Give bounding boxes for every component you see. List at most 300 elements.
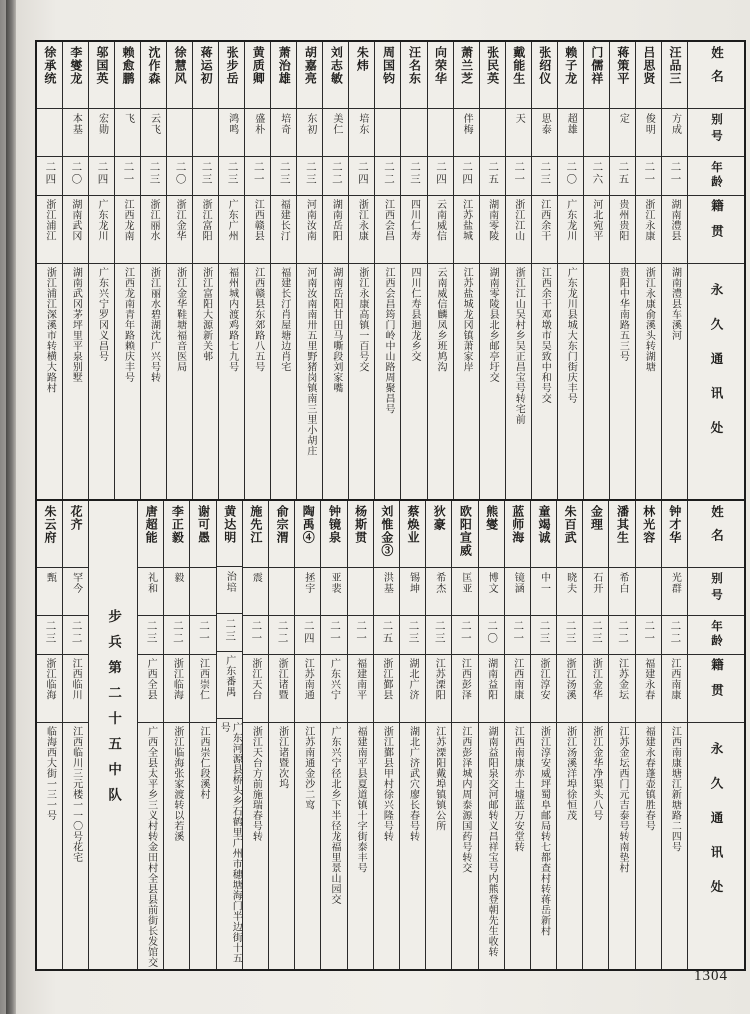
- roster-column: [400, 42, 426, 499]
- entry-address-text: 浙江淳安威坪蜀阜邮局转七都查村转蒋岳新村: [538, 726, 550, 936]
- entry-alias-text: 镜涵: [512, 572, 524, 594]
- entry-address: [662, 723, 687, 969]
- entry-name-text: 徐慧风: [173, 46, 188, 85]
- entry-native: [426, 655, 451, 723]
- entry-native-text: 浙江鄞县: [380, 658, 392, 700]
- entry-name: [193, 42, 218, 109]
- entry-alias-text: 定: [617, 113, 629, 124]
- entry-address-text: 浙江金华净渠头八号: [590, 726, 602, 821]
- entry-address-text: 广东河源县桥头乡石鹤里广州市穗塘海门半边街十五号: [218, 722, 242, 964]
- entry-name: [505, 501, 530, 568]
- entry-name: [269, 501, 294, 568]
- header-name-text: 姓名: [709, 46, 724, 93]
- entry-native: [217, 652, 242, 719]
- roster-column: [322, 42, 348, 499]
- entry-alias: [295, 568, 320, 616]
- entry-native: [37, 655, 62, 723]
- entry-native: [269, 655, 294, 723]
- entry-name-text: 赖子龙: [563, 46, 578, 85]
- header-column-bottom: [687, 501, 744, 969]
- entry-address: [167, 264, 192, 499]
- entry-age-text: 二三: [433, 620, 445, 645]
- entry-alias: [349, 109, 374, 157]
- header-address-text: 永久通讯处: [709, 742, 723, 915]
- entry-native: [662, 655, 687, 723]
- entry-alias-text: 培奇: [278, 113, 290, 135]
- entry-name: [401, 42, 426, 109]
- entry-address: [243, 723, 268, 969]
- entry-name: [37, 42, 62, 109]
- entry-native-text: 云南威信: [434, 199, 446, 241]
- entry-name-text: 朱炜: [355, 46, 370, 72]
- roster-column: [582, 501, 608, 969]
- entry-native-text: 广西全县: [145, 658, 157, 700]
- page-number: 1304: [694, 968, 728, 984]
- entry-address-text: 浙江诸暨次坞: [276, 726, 288, 789]
- entry-address: [610, 264, 635, 499]
- roster-column: [192, 42, 218, 499]
- entry-alias: [63, 109, 88, 157]
- entry-native: [243, 655, 268, 723]
- entry-name: [63, 42, 88, 109]
- entry-age: [295, 616, 320, 655]
- entry-age: [428, 157, 453, 196]
- roster-column: [163, 501, 189, 969]
- roster-column: [425, 501, 451, 969]
- entry-name-text: 金理: [589, 505, 604, 531]
- entry-native-text: 湖南岳阳: [330, 199, 342, 241]
- entry-alias: [374, 568, 399, 616]
- entry-alias: [217, 567, 242, 614]
- entry-native: [400, 655, 425, 723]
- entry-native-text: 浙江淳安: [537, 658, 549, 700]
- entry-age: [37, 157, 62, 196]
- entry-native: [141, 196, 166, 264]
- roster-column: [635, 42, 661, 499]
- entry-name: [217, 501, 242, 567]
- entry-name: [321, 501, 346, 568]
- entry-age: [506, 157, 531, 196]
- unit-label: 步兵第二十五中队: [106, 609, 122, 813]
- entry-alias-text: 罕今: [70, 572, 82, 594]
- entry-native: [349, 196, 374, 264]
- header-alias: [688, 568, 744, 616]
- entry-alias: [479, 568, 504, 616]
- entry-native-text: 江苏溧阳: [433, 658, 445, 700]
- entry-native: [584, 196, 609, 264]
- entry-name: [583, 501, 608, 568]
- roster-column: [453, 42, 479, 499]
- entry-native-text: 湖南零陵: [486, 199, 498, 241]
- roster-column: [320, 501, 346, 969]
- entry-alias: [454, 109, 479, 157]
- entry-address-text: 浙江永康俞溪头转湖塘: [643, 267, 655, 372]
- entry-alias: [662, 109, 687, 157]
- entry-age: [375, 157, 400, 196]
- entry-native: [193, 196, 218, 264]
- entry-age-text: 二四: [96, 161, 108, 186]
- entry-age: [557, 616, 582, 655]
- entry-age: [349, 157, 374, 196]
- entry-name-text: 黄质卿: [251, 46, 266, 85]
- roster-column: [531, 42, 557, 499]
- entry-address: [532, 264, 557, 499]
- entry-name-text: 钟才华: [667, 505, 682, 544]
- entry-age: [609, 616, 634, 655]
- entry-address-text: 湖南益阳泉交河邮转义昌祥宝号内熊登朝先生收转: [486, 726, 498, 957]
- entry-alias: [141, 109, 166, 157]
- entry-name-text: 赖愈鹏: [120, 46, 135, 85]
- entry-address: [426, 723, 451, 969]
- entry-name-text: 周国钧: [381, 46, 396, 85]
- header-address: [688, 723, 744, 969]
- entry-age-text: 二四: [435, 161, 447, 186]
- entry-name: [557, 501, 582, 568]
- entry-address: [557, 723, 582, 969]
- entry-age: [531, 616, 556, 655]
- entry-name: [115, 42, 140, 109]
- entry-age: [636, 616, 661, 655]
- roster-column: [296, 42, 322, 499]
- roster-column: [37, 501, 62, 969]
- entry-alias: [37, 568, 62, 616]
- entry-native: [63, 655, 88, 723]
- entry-address: [479, 723, 504, 969]
- header-name-text: 姓名: [709, 505, 724, 552]
- entry-name: [374, 501, 399, 568]
- roster-column: [218, 42, 244, 499]
- header-name: [688, 42, 744, 109]
- entry-native-text: 江西余干: [538, 199, 550, 241]
- entry-native: [558, 196, 583, 264]
- entry-address-text: 福州城内渡鸡路七九号: [226, 267, 238, 372]
- entry-native-text: 浙江临海: [43, 658, 55, 700]
- entry-native-text: 浙江天台: [249, 658, 261, 700]
- entry-age-text: 二三: [304, 161, 316, 186]
- entry-name-text: 萧兰芝: [459, 46, 474, 85]
- entry-address: [583, 723, 608, 969]
- entry-native-text: 江西赣县: [252, 199, 264, 241]
- entry-age-text: 二五: [381, 620, 393, 645]
- entry-alias: [243, 568, 268, 616]
- entry-name-text: 刘志敏: [329, 46, 344, 85]
- entry-native-text: 浙江富阳: [200, 199, 212, 241]
- entry-native: [506, 196, 531, 264]
- entry-age: [271, 157, 296, 196]
- entry-age-text: 二二: [70, 620, 82, 645]
- header-age-text: 年龄: [710, 620, 722, 649]
- unit-label-cell: [89, 501, 137, 969]
- entry-native: [138, 655, 163, 723]
- entry-address: [295, 723, 320, 969]
- entry-native: [454, 196, 479, 264]
- entry-alias: [428, 109, 453, 157]
- entry-name-text: 李正毅: [170, 505, 185, 544]
- entry-alias: [164, 568, 189, 616]
- entry-native-text: 四川仁寿: [408, 199, 420, 241]
- entry-name: [323, 42, 348, 109]
- entry-name-text: 熊燮: [484, 505, 499, 531]
- entry-age: [138, 616, 163, 655]
- entry-age: [167, 157, 192, 196]
- entry-alias: [89, 109, 114, 157]
- entry-address: [505, 723, 530, 969]
- entry-name-text: 童竭诚: [536, 505, 551, 544]
- entry-native-text: 江西崇仁: [197, 658, 209, 700]
- entry-age: [348, 616, 373, 655]
- header-native: [688, 196, 744, 264]
- entry-native: [37, 196, 62, 264]
- entry-alias-text: 方成: [669, 113, 681, 135]
- entry-age-text: 二一: [643, 161, 655, 186]
- header-name: [688, 501, 744, 568]
- entry-native-text: 河南汝南: [304, 199, 316, 241]
- entry-address-text: 临海西大街一三一号: [44, 726, 56, 821]
- roster-column: [62, 501, 88, 969]
- header-native-text: 籍贯: [709, 199, 724, 250]
- entry-alias-text: 云飞: [148, 113, 160, 135]
- entry-age: [141, 157, 166, 196]
- entry-age: [610, 157, 635, 196]
- roster-column: [635, 501, 661, 969]
- entry-native-text: 浙江永康: [356, 199, 368, 241]
- entry-address: [63, 723, 88, 969]
- entry-name: [297, 42, 322, 109]
- entry-name-text: 邬国英: [94, 46, 109, 85]
- entry-name: [167, 42, 192, 109]
- entry-name: [609, 501, 634, 568]
- entry-address-text: 湖北广济武穴廖长春号转: [407, 726, 419, 842]
- roster-column: [166, 42, 192, 499]
- entry-native-text: 江西南康: [668, 658, 680, 700]
- entry-name-text: 陶禹④: [301, 505, 316, 544]
- entry-address: [271, 264, 296, 499]
- entry-alias-text: 希白: [617, 572, 629, 594]
- entry-alias: [245, 109, 270, 157]
- entry-address-text: 浙江浦江深溪市转横大路村: [44, 267, 56, 393]
- entry-native: [219, 196, 244, 264]
- entry-address: [321, 723, 346, 969]
- entry-native-text: 贵州贵阳: [616, 199, 628, 241]
- entry-name-text: 刘惟金③: [379, 505, 394, 557]
- entry-alias-text: 希杰: [433, 572, 445, 594]
- entry-native-text: 江西临川: [70, 658, 82, 700]
- entry-name-text: 蒋运初: [199, 46, 214, 85]
- entry-alias: [115, 109, 140, 157]
- entry-alias: [193, 109, 218, 157]
- entry-native: [452, 655, 477, 723]
- entry-alias-text: 拯宇: [302, 572, 314, 594]
- entry-age: [480, 157, 505, 196]
- entry-age: [479, 616, 504, 655]
- entry-age: [297, 157, 322, 196]
- entry-address-text: 江西南康塘江新塘路二四号: [669, 726, 681, 852]
- entry-native: [295, 655, 320, 723]
- entry-age-text: 二一: [512, 620, 524, 645]
- entry-address-text: 广东兴宁罗冈义昌号: [96, 267, 108, 362]
- entry-name-text: 蒋策平: [615, 46, 630, 85]
- entry-native: [505, 655, 530, 723]
- entry-native: [115, 196, 140, 264]
- entry-name-text: 萧治雄: [277, 46, 292, 85]
- entry-address-text: 浙江富阳大源新关邨: [200, 267, 212, 362]
- entry-name-text: 张步岳: [225, 46, 240, 85]
- entry-alias-text: 博文: [486, 572, 498, 594]
- entry-age: [323, 157, 348, 196]
- entry-address-text: 湖南岳阳甘田马嘶段刘家嘴: [330, 267, 342, 393]
- entry-age: [219, 157, 244, 196]
- entry-address-text: 贵阳中华南路五三号: [617, 267, 629, 362]
- entry-alias-text: 东初: [304, 113, 316, 135]
- header-age: [688, 157, 744, 196]
- entry-age-text: 二〇: [486, 620, 498, 645]
- entry-age-text: 二三: [44, 620, 56, 645]
- entry-alias-text: 毅: [171, 572, 183, 583]
- entry-alias-text: 礼和: [145, 572, 157, 594]
- entry-address: [141, 264, 166, 499]
- entry-name: [375, 42, 400, 109]
- entry-age-text: 二五: [487, 161, 499, 186]
- entry-address-text: 广西全县太平乡三义村转金田村全县县前街长发馆交: [145, 726, 157, 968]
- roster-band-top: [35, 40, 746, 500]
- entry-native: [428, 196, 453, 264]
- entry-alias: [636, 568, 661, 616]
- entry-native-text: 浙江金华: [174, 199, 186, 241]
- entry-address: [63, 264, 88, 499]
- entry-name: [295, 501, 320, 568]
- entry-age: [583, 616, 608, 655]
- entry-native-text: 福建长汀: [278, 199, 290, 241]
- entry-native-text: 浙江浦江: [43, 199, 55, 241]
- entry-address-text: 云南威信麟凤乡班鸠沟: [435, 267, 447, 372]
- entry-address-text: 浙江天台方前施瑞春号转: [250, 726, 262, 842]
- entry-address: [636, 264, 661, 499]
- entry-age: [662, 616, 687, 655]
- entry-address: [190, 723, 215, 969]
- entry-native-text: 福建南平: [354, 658, 366, 700]
- entry-address: [480, 264, 505, 499]
- entry-alias-text: 宏勋: [96, 113, 108, 135]
- entry-name-text: 沈作森: [147, 46, 162, 85]
- entry-address-text: 河南汝南南卅五里野猪岗镇南三里小胡庄: [304, 267, 316, 456]
- entry-address: [193, 264, 218, 499]
- entry-native: [531, 655, 556, 723]
- entry-age-text: 二三: [538, 620, 550, 645]
- entry-age-text: 二一: [122, 161, 134, 186]
- entry-age: [584, 157, 609, 196]
- header-native: [688, 655, 744, 723]
- entry-age: [454, 157, 479, 196]
- entry-address: [506, 264, 531, 499]
- entry-alias: [323, 109, 348, 157]
- entry-native: [63, 196, 88, 264]
- entry-address-text: 江西会昌筠门岭中山路周聚昌号: [382, 267, 394, 414]
- entry-native-text: 广东广州: [226, 199, 238, 241]
- entry-age-text: 二二: [330, 161, 342, 186]
- entry-age-text: 二一: [250, 620, 262, 645]
- entry-age-text: 二六: [591, 161, 603, 186]
- entry-name-text: 张民英: [485, 46, 500, 85]
- entry-name-text: 谢可愚: [196, 505, 211, 544]
- entry-age: [269, 616, 294, 655]
- unit-column: [88, 501, 137, 969]
- entry-alias: [167, 109, 192, 157]
- entry-name: [245, 42, 270, 109]
- entry-age-text: 二五: [617, 161, 629, 186]
- entry-native-text: 浙江江山: [512, 199, 524, 241]
- entry-name: [243, 501, 268, 568]
- entry-native: [164, 655, 189, 723]
- entry-alias: [662, 568, 687, 616]
- entry-address: [584, 264, 609, 499]
- entry-alias: [557, 568, 582, 616]
- entry-age-text: 二一: [198, 620, 210, 645]
- roster-band-bottom: [35, 499, 746, 971]
- entry-address-text: 江苏溧阳戴埠镇镇公所: [433, 726, 445, 831]
- roster-column: [114, 42, 140, 499]
- entry-address-text: 江西彭泽城内周泰源国药号转交: [459, 726, 471, 873]
- entry-native: [636, 196, 661, 264]
- entry-name-text: 唐超能: [144, 505, 159, 544]
- roster-column: [140, 42, 166, 499]
- entry-native-text: 江西龙南: [121, 199, 133, 241]
- entry-address-text: 广东龙川县城大东门街庆丰号: [565, 267, 577, 404]
- entry-age: [400, 616, 425, 655]
- entry-alias-text: 鸿鸣: [226, 113, 238, 135]
- entry-alias: [269, 568, 294, 616]
- entry-address-text: 江西临川三元楼一一〇号花宅: [70, 726, 82, 863]
- entry-alias: [321, 568, 346, 616]
- entry-age-text: 二〇: [174, 161, 186, 186]
- entry-age: [243, 616, 268, 655]
- roster-column: [609, 42, 635, 499]
- entry-alias: [297, 109, 322, 157]
- entry-name-text: 黄达明: [222, 505, 237, 544]
- entry-alias: [532, 109, 557, 157]
- header-address-text: 永久通讯处: [709, 283, 723, 456]
- entry-alias: [400, 568, 425, 616]
- entry-age-text: 二三: [407, 620, 419, 645]
- entry-native: [583, 655, 608, 723]
- roster-column: [478, 501, 504, 969]
- roster-column: [88, 42, 114, 499]
- entry-native-text: 浙江临海: [171, 658, 183, 700]
- entry-name-text: 欧阳宣威: [458, 505, 473, 557]
- entry-address-text: 江西龙南青年路赖庆丰号: [122, 267, 134, 383]
- entry-address: [348, 723, 373, 969]
- roster-column: [427, 42, 453, 499]
- entry-native-text: 浙江永康: [642, 199, 654, 241]
- entry-alias: [609, 568, 634, 616]
- entry-address-text: 福建南平县夏道镇十字街泰丰号: [355, 726, 367, 873]
- entry-native: [375, 196, 400, 264]
- entry-name-text: 戴能生: [511, 46, 526, 85]
- entry-age-text: 二二: [382, 161, 394, 186]
- roster-column: [530, 501, 556, 969]
- entry-age: [452, 616, 477, 655]
- entry-name-text: 吕思贤: [641, 46, 656, 85]
- entry-age: [426, 616, 451, 655]
- entry-age: [662, 157, 687, 196]
- roster-column: [244, 42, 270, 499]
- entry-age: [321, 616, 346, 655]
- roster-column: [583, 42, 609, 499]
- entry-name: [190, 501, 215, 568]
- entry-alias-text: 俊明: [643, 113, 655, 135]
- entry-native: [374, 655, 399, 723]
- entry-alias: [558, 109, 583, 157]
- entry-address: [452, 723, 477, 969]
